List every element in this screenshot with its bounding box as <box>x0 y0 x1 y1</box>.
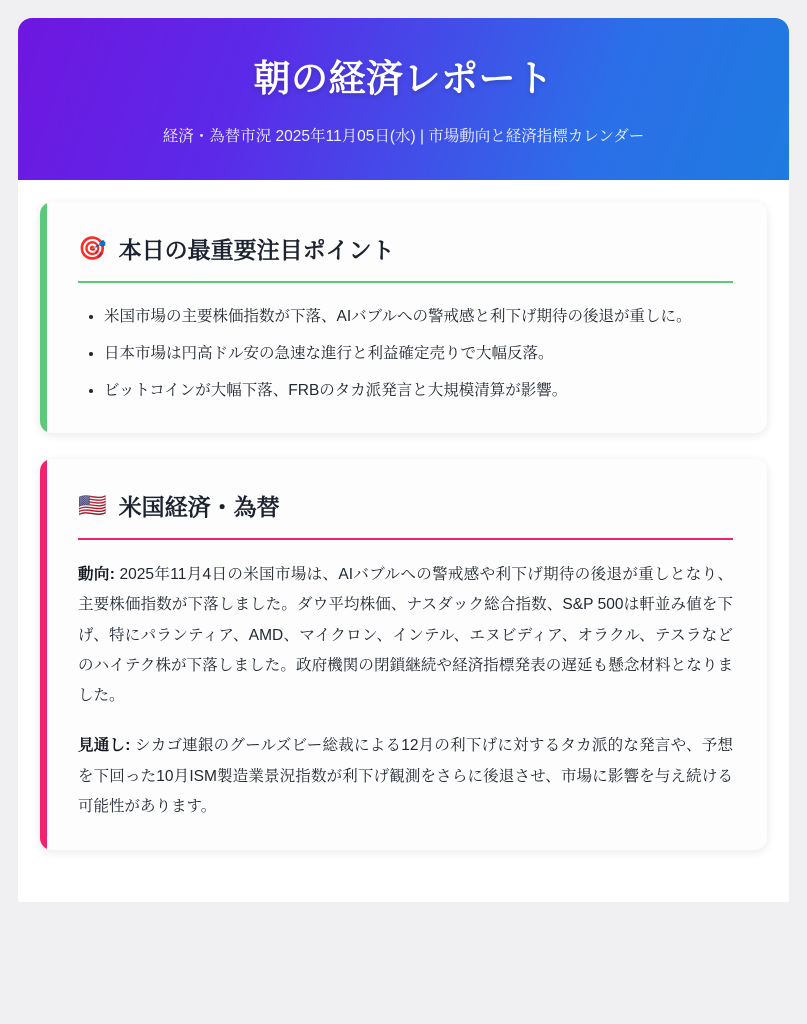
card-us-economy <box>40 459 767 850</box>
paragraph-label: 動向: <box>78 566 115 584</box>
card-title <box>78 232 733 281</box>
paragraph-trend <box>78 560 733 711</box>
us-flag-icon: 🇺🇸 <box>78 492 107 519</box>
list-item: • 米国市場の主要株価指数が下落、AIバブルへの警戒感と利下げ期待の後退が重しに。 <box>104 303 733 332</box>
header-subtitle: 経済・為替市況 2025年11月05日(水) | 市場動向と経済指標カレンダー <box>162 128 645 146</box>
paragraph-outlook <box>78 731 733 822</box>
paragraph-text: シカゴ連銀のグールズビー総裁による12月の利下げに対するタカ派的な発言や、予想を下回った10月ISM製造業景況指数が利下げ観測をさらに後退させ、市場に影響を与え続ける可能性があります。 <box>78 737 733 815</box>
title-divider <box>78 281 733 283</box>
report-header <box>18 18 789 180</box>
card-key-points <box>40 202 767 433</box>
page-title: 朝の経済レポート <box>253 58 554 99</box>
paragraph-label: 見通し: <box>78 737 131 755</box>
list-item: • ビットコインが大幅下落、FRBのタカ派発言と大規模清算が影響。 <box>104 377 733 406</box>
report-body <box>18 180 789 902</box>
card-title-text: 米国経済・為替 <box>118 494 280 521</box>
target-icon: 🎯 <box>78 235 107 262</box>
card-title-text: 本日の最重要注目ポイント <box>118 237 395 264</box>
list-item: • 日本市場は円高ドル安の急速な進行と利益確定売りで大幅反落。 <box>104 340 733 369</box>
card-title <box>78 489 733 538</box>
title-divider <box>78 538 733 540</box>
paragraph-text: 2025年11月4日の米国市場は、AIバブルへの警戒感や利下げ期待の後退が重しとなり、主要株価指数が下落しました。ダウ平均株価、ナスダック総合指数、S&P 500は軒並み値を下げ、特にパランティア、AMD、マイクロン、インテル、エヌビディア、オラクル、テスラなどのハイテク株が下落しました。政府機関の閉鎖継続や経済指標発表の遅延も懸念材料となりました。 <box>78 566 733 705</box>
key-points-list <box>78 303 733 405</box>
